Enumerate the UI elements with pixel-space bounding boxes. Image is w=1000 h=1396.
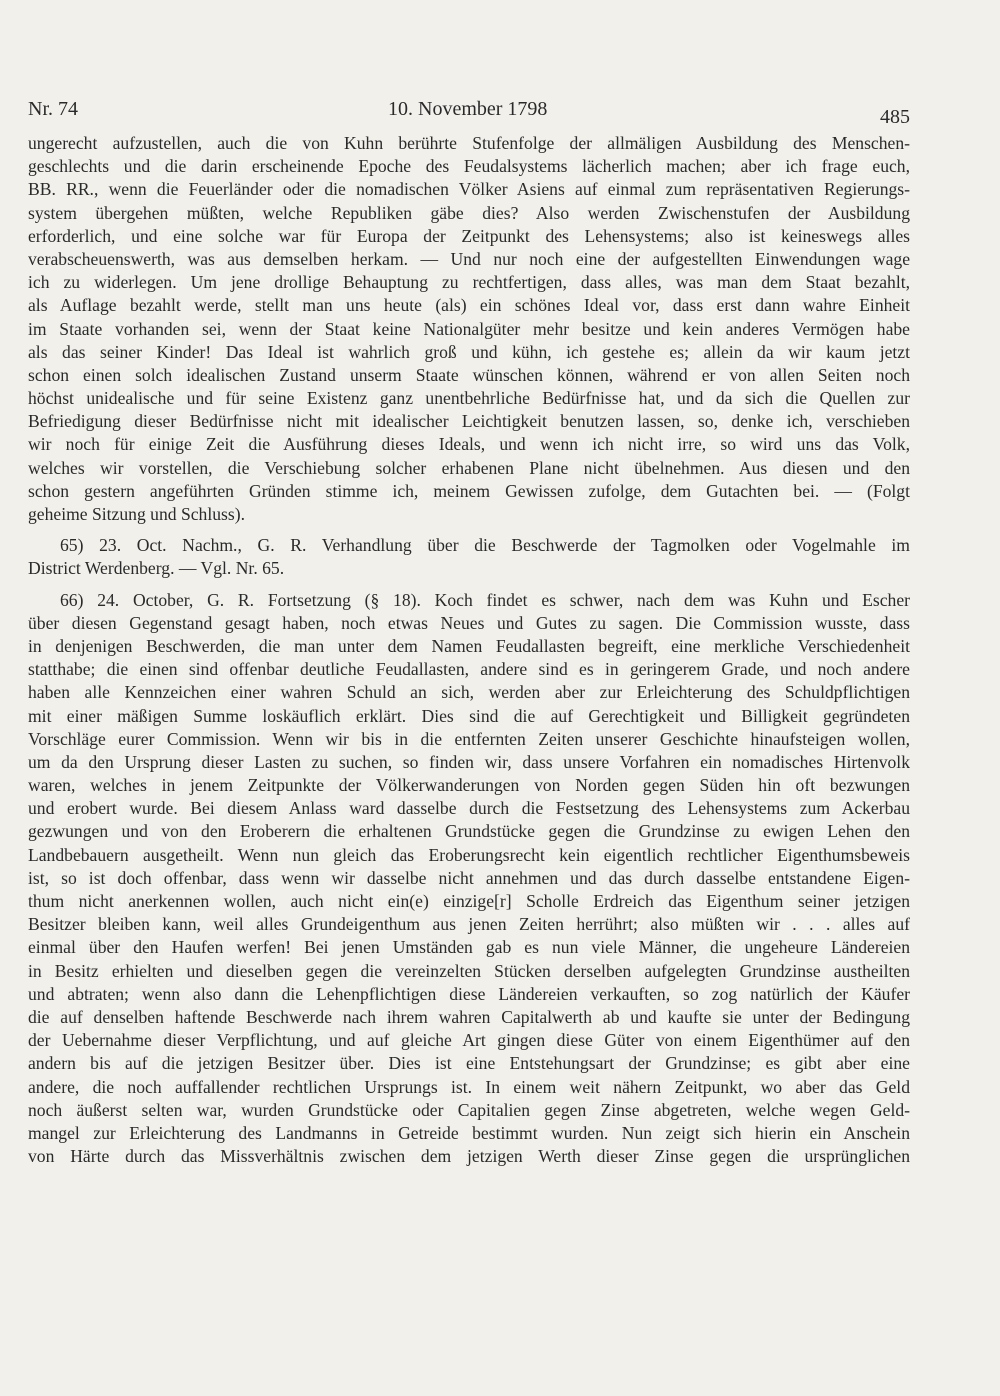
text-line: ist, so ist doch offenbar, dass wenn wir dasselbe nicht annehmen und das durch dasselbe entstandene Eigen-	[28, 867, 910, 888]
text-line: waren, welches in jenem Zeitpunkte der Völkerwanderungen von Norden gegen Süden hin oft bezwungen	[28, 775, 910, 796]
text-line: welches wir vorstellen, die Verschiebung solcher erhabenen Plane nicht übelnehmen. Aus diesen und den	[28, 457, 910, 478]
text-line: Vorschläge eurer Commission. Wenn wir bis in die entfernten Zeiten unserer Geschichte hinaufsteigen wollen,	[28, 728, 910, 749]
text-line: Landbebauern ausgetheilt. Wenn nun gleich das Eroberungsrecht kein eigentlich rechtlicher Eigenthumsbeweis	[28, 844, 910, 865]
text-line: system übergehen müßten, welche Republiken gäbe dies? Also werden Zwischenstufen der Ausbildung	[28, 202, 910, 223]
text-line: in Besitz erhielten und dieselben gegen die vereinzelten Stücken derselben aufgelegten Grundzinse austheilten	[28, 960, 910, 981]
text-line: höchst unidealische und für seine Existenz ganz unentbehrliche Bedürfnisse hat, und da sich die Quellen zur	[28, 388, 910, 409]
text-line: und abtraten; wenn also dann die Lehenpflichtigen diese Ländereien verkauften, so zog natürlich der Käufer	[28, 983, 910, 1004]
text-line: von Härte durch das Missverhältnis zwischen dem jetzigen Werth dieser Zinse gegen die ursprünglichen	[28, 1146, 910, 1167]
text-line: der Uebernahme dieser Verpflichtung, und auf gleiche Art gingen diese Güter von einem Eigenthümer auf den	[28, 1030, 910, 1051]
text-line: als das seiner Kinder! Das Ideal ist wahrlich groß und kühn, ich gestehe es; allein da wir kaum jetzt	[28, 341, 910, 362]
text-line: schon einen solch idealischen Zustand unserm Staate wünschen können, während er von allen Seiten noch	[28, 364, 910, 385]
text-line: Befriedigung dieser Bedürfnisse nicht mit idealischer Leichtigkeit benutzen lassen, so, denke ich, verschieben	[28, 411, 910, 432]
text-line: über diesen Gegenstand gesagt haben, noch etwas Neues und Gutes zu sagen. Die Commission wusste, dass	[28, 612, 910, 633]
body-text	[28, 132, 910, 1168]
entry-66-line: 66) 24. October, G. R. Fortsetzung (§ 18). Koch findet es schwer, nach dem was Kuhn und Escher	[60, 589, 910, 610]
text-line: gezwungen und von den Eroberern die erhaltenen Grundstücke gegen die Grundzinse zu ewigen Lehen den	[28, 821, 910, 842]
text-line: und erobert wurde. Bei diesem Anlass ward dasselbe durch die Festsetzung des Lehensystems zum Ackerbau	[28, 798, 910, 819]
text-line: im Staate vorhanden sei, wenn der Staat keine Nationalgüter mehr besitze und kein anderes Vermögen habe	[28, 318, 910, 339]
text-line: BB. RR., wenn die Feuerländer oder die nomadischen Völker Asiens auf einmal zum repräsentativen Regierungs-	[28, 179, 910, 200]
text-line: um da den Ursprung dieser Lasten zu suchen, so finden wir, dass unsere Vorfahren ein nomadisches Hirtenvolk	[28, 751, 910, 772]
text-line: verabscheuenswerth, was aus demselben herkam. — Und nur noch eine der aufgestellten Einwendungen wage	[28, 248, 910, 269]
text-line: haben alle Kennzeichen einer wahren Schuld an sich, werden aber zur Erleichterung des Schuldpflichtigen	[28, 682, 910, 703]
entry-65-line: 65) 23. Oct. Nachm., G. R. Verhandlung über die Beschwerde der Tagmolken oder Vogelmahle im	[60, 535, 910, 556]
page-header	[28, 98, 910, 128]
text-line: geschlechts und die darin erscheinende Epoche des Feudalsystems lächerlich machen; aber ich frage euch,	[28, 156, 910, 177]
document-date: 10. November 1798	[388, 98, 548, 120]
text-line: noch äußerst selten war, wurden Grundstücke oder Capitalien gegen Zinse abgetreten, welche wegen Geld-	[28, 1099, 910, 1120]
text-line: erforderlich, und eine solche war für Europa der Zeitpunkt des Lehensystems; also ist keineswegs alles	[28, 225, 910, 246]
text-line: mangel zur Erleichterung des Landmanns in Getreide bestimmt wurden. Nun zeigt sich hierin ein Anschein	[28, 1122, 910, 1143]
document-number: Nr. 74	[28, 98, 78, 120]
text-line: andern bis auf die jetzigen Besitzer über. Dies ist eine Entstehungsart der Grundzinse; es gibt aber eine	[28, 1053, 910, 1074]
text-line: mit einer mäßigen Summe loskäuflich erklärt. Dies sind die auf Gerechtigkeit und Billigkeit gegründeten	[28, 705, 910, 726]
page-number: 485	[880, 106, 910, 128]
text-line: geheime Sitzung und Schluss).	[28, 504, 245, 524]
text-line: einmal über den Haufen werfen! Bei jenen Umständen gab es nun viele Männer, die ungeheure Ländereien	[28, 937, 910, 958]
text-line: ungerecht aufzustellen, auch die von Kuhn berührte Stufenfolge der allmäligen Ausbildung des Menschen-	[28, 133, 910, 153]
text-line: wir noch für einige Zeit die Ausführung dieses Ideals, und wenn ich nicht irre, so wird uns das Volk,	[28, 434, 910, 455]
text-line: schon gestern angeführten Gründen stimme ich, meinem Gewissen zufolge, dem Gutachten bei. — (Folgt	[28, 480, 910, 501]
text-line: statthabe; die einen sind offenbar deutliche Feudallasten, andere sind es in geringerem Grade, und noch andere	[28, 659, 910, 680]
text-line: andere, die noch auffallender rechtlichen Ursprungs ist. In einem weit nähern Zeitpunkt, wo aber das Geld	[28, 1076, 910, 1097]
text-line: ich zu widerlegen. Um jene drollige Behauptung zu rechtfertigen, dass alles, was man dem Staat bezahlt,	[28, 272, 910, 293]
text-line: thum nicht anerkennen wollen, auch nicht ein(e) einzige[r] Scholle Erdreich das Eigenthum seiner jetzigen	[28, 891, 910, 911]
text-line: in denjenigen Beschwerden, die man unter dem Namen Feudallasten begreift, eine merkliche Verschiedenheit	[28, 635, 910, 656]
text-line: Besitzer bleiben kann, weil alles Grundeigenthum aus jenen Zeiten herrührt; also müßten wir . . . alles auf	[28, 914, 910, 935]
text-line: die auf denselben haftende Beschwerde nach ihrem wahren Capitalwerth ab und kaufte sie unter der Bedingung	[28, 1006, 910, 1027]
entry-65-line: District Werdenberg. — Vgl. Nr. 65.	[28, 558, 285, 579]
text-line: als Auflage bezahlt werde, stellt man uns heute (als) ein schönes Ideal vor, dass erst dann wahre Einheit	[28, 295, 910, 316]
